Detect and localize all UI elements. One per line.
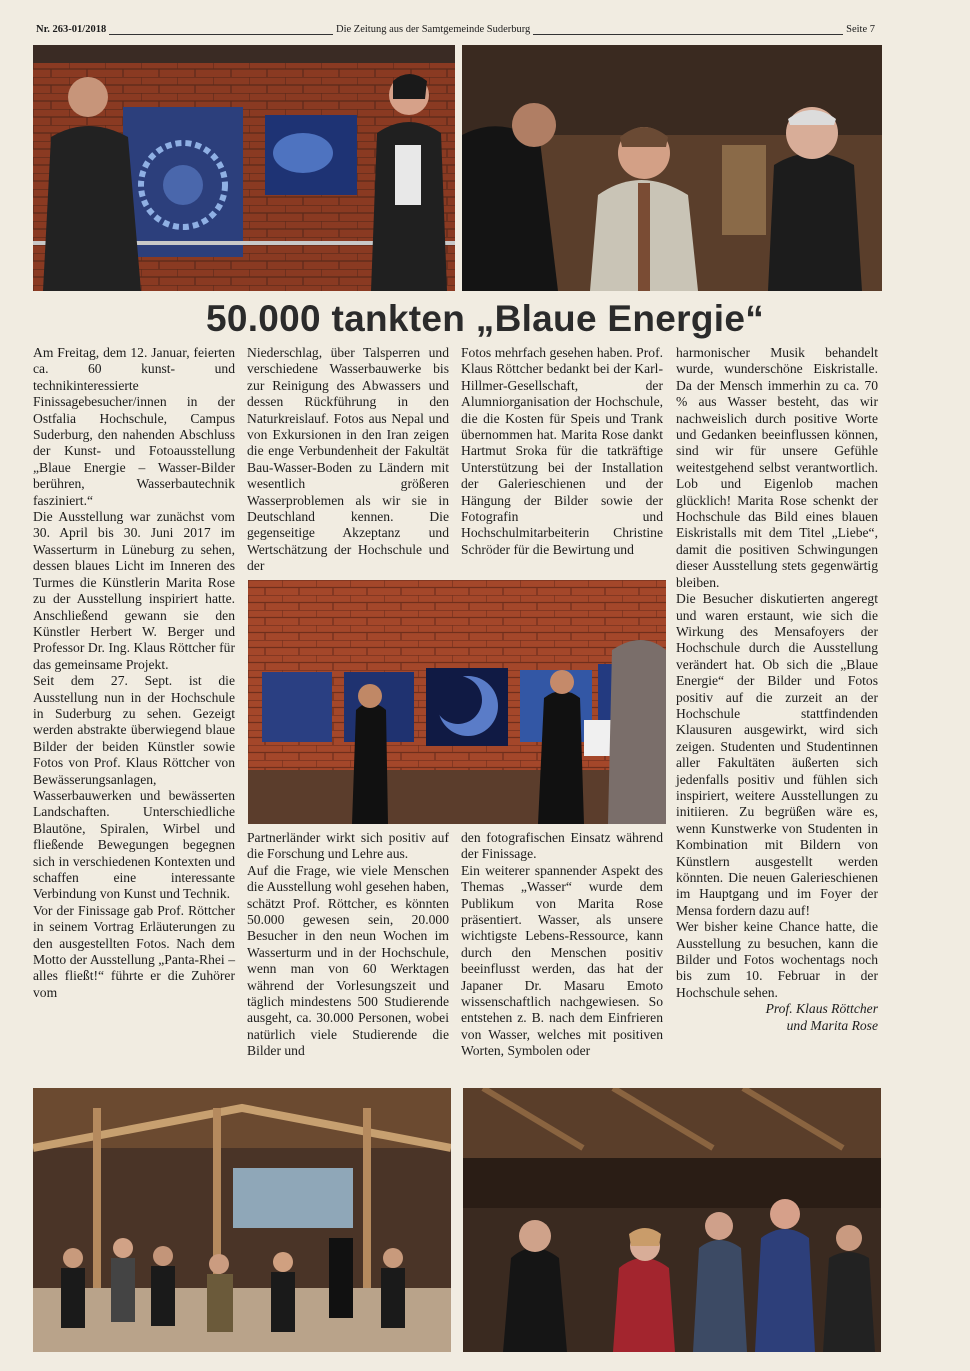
photo-top-left xyxy=(33,45,455,291)
issue-number: Nr. 263-01/2018 xyxy=(33,24,109,35)
paragraph: Fotos mehrfach gesehen haben. Prof. Klaus Röttcher bedankt bei der Karl-Hillmer-Gesellschaft, der Alumniorganisation der Hochschule, die die Kosten für Speis und Trank übernommen hat. Marita Rose dankt Hartmut Sroka für die tatkräftige Unterstützung bei der Installation der Galerieschienen und der Hängung der Bilder sowie der Fotografin und Hochschulmitarbeiterin Christine Schröder für die Bewirtung und xyxy=(461,345,663,557)
photo-middle-art xyxy=(248,580,666,824)
signature-line-2: und Marita Rose xyxy=(786,1017,878,1033)
paragraph: Wer bisher keine Chance hatte, die Ausstellung zu besuchen, kann die Bilder und Fotos wochentags noch bis zum 10. Februar in der Hochschule sehen. xyxy=(676,919,878,1000)
paragraph: Ein weiterer spannender Aspekt des Themas „Wasser“ wurde dem Publikum von Marita Rose präsentiert. Wasser, als unsere wichtigste Lebens-Ressource, kann durch den Menschen positiv beeinflusst werden, das hat der Japaner Dr. Masaru Emoto wissenschaftlich nachgewiesen. So entstehen z. B. nach dem Einfrieren von Wasser, welches mit positiven Worten, Symbolen oder xyxy=(461,862,663,1059)
photo-bottom-right-art xyxy=(463,1088,881,1352)
newspaper-name: Die Zeitung aus der Samtgemeinde Suderburg xyxy=(333,24,533,35)
photo-top-left-art xyxy=(33,45,455,291)
photo-bottom-left xyxy=(33,1088,451,1352)
paragraph: Seit dem 27. Sept. ist die Ausstellung nun in der Hochschule in Suderburg zu sehen. Gezeigt werden abstrakte überwiegend blaue Bilder der beiden Künstler sowie Fotos von Prof. Klaus Röttcher von Bewässerungsanlagen, Wasserbauwerken und bewässerten Landschaften. Unterschiedliche Blautöne, Spiralen, Wirbel und fließende Bewegungen begegnen sich in verschiedenen Kontexten und schaffen eine interessante Verbindung von Kunst und Technik. xyxy=(33,673,235,902)
photo-bottom-right xyxy=(463,1088,881,1352)
photo-middle xyxy=(248,580,666,824)
page-number: Seite 7 xyxy=(843,24,878,35)
paragraph: den fotografischen Einsatz während der Finissage. xyxy=(461,830,663,862)
photo-top-right xyxy=(462,45,882,291)
paragraph: Die Ausstellung war zunächst vom 30. April bis 30. Juni 2017 im Wasserturm in Lüneburg zu sehen, dessen blaues Licht im Inneren des Turmes die Künstlerin Marita Rose zu der Ausstellung inspiriert hatte. Anschließend gewann sie den Künstler Herbert W. Berger und Professor Dr. Ing. Klaus Röttcher für das gemeinsame Projekt. xyxy=(33,509,235,672)
paragraph: Niederschlag, über Talsperren und verschiedene Wasserbauwerke bis zur Reinigung des Abwassers und dessen Rückführung in den Naturkreislauf. Fotos aus Nepal und von Exkursionen in den Iran zeigen die enge Verbundenheit der Fakultät Bau-Wasser-Boden zu Ländern mit wesentlich größeren Wasserproblemen als wir sie in Deutschland kennen. Die gegenseitige Akzeptanz und Wertschätzung der Hochschule und der xyxy=(247,345,449,574)
article-column-4 xyxy=(676,345,878,1085)
paragraph: Die Besucher diskutierten angeregt und waren erstaunt, wie sich die Wirkung des Mensafoyers der Hochschule durch die Ausstellung verändert hat. Ob sich die „Blaue Energie“ der Bilder und Fotos positiv auf die zurzeit an der Hochschule stattfindenden Klausuren ausgewirkt, wird sich zeigen. Studenten und Studentinnen aller Fakultäten äußerten sich jedenfalls positiv und fühlen sich inspiriert, weitere Ausstellungen zu initiieren. Zu begrüßen wäre es, wenn Kunstwerke von Studenten in Kombination mit Bildern von Künstlern ausgestellt werden könnten. Die neuen Galerieschienen im Hauptgang und im Foyer der Mensa fordern dazu auf! xyxy=(676,591,878,918)
page-header xyxy=(33,24,878,40)
photo-bottom-left-art xyxy=(33,1088,451,1352)
article-column-3-top xyxy=(461,345,663,575)
paragraph: Auf die Frage, wie viele Menschen die Ausstellung wohl gesehen haben, schätzt Prof. Röttcher, es könnten 50.000 gewesen sein, 20.000 Besucher in den neun Wochen im Wasserturm und in der Hochschule, wenn man von 60 Werktagen während der Vorlesungszeit und täglich mindestens 500 Studierende ausgeht, ca. 30.000 Personen, wobei natürlich viele Studierende die Bilder und xyxy=(247,862,449,1059)
paragraph: harmonischer Musik behandelt wurde, wunderschöne Eiskristalle. Da der Mensch immerhin zu ca. 70 % aus Wasser besteht, das wir nachweislich durch positive Worte und Gedanken beeinflussen können, sind wir für unsere Gefühle weitestgehend selbst verantwortlich. Lob und Eigenlob machen glücklich! Marita Rose schenkt der Hochschule das Bild eines blauen Eiskristalls mit dem Titel „Liebe“, damit die positiven Schwingungen dieser Ausstellung stets gegenwärtig bleiben. xyxy=(676,345,878,590)
article-column-3-bottom xyxy=(461,830,663,1080)
paragraph: Vor der Finissage gab Prof. Röttcher in seinem Vortrag Erläuterungen zu den ausgestellten Fotos. Nach dem Motto der Ausstellung „Panta-Rhei – alles fließt!“ führte er die Zuhörer vom xyxy=(33,902,235,1000)
photo-top-right-art xyxy=(462,45,882,291)
article-column-2-top xyxy=(247,345,449,575)
signature-line-1: Prof. Klaus Röttcher xyxy=(765,1001,878,1017)
article-column-1 xyxy=(33,345,235,1079)
signature xyxy=(676,1001,878,1034)
article-title: 50.000 tankten „Blaue Energie“ xyxy=(205,298,765,339)
paragraph: Am Freitag, dem 12. Januar, feierten ca. 60 kunst- und technikinteressierte Finissagebesucher/innen in der Ostfalia Hochschule, Campus Suderburg, den nahenden Abschluss der Kunst- und Fotoausstellung „Blaue Energie – Wasser-Bilder berühren, Wasserbautechnik fasziniert.“ xyxy=(33,345,235,508)
paragraph: Partnerländer wirkt sich positiv auf die Forschung und Lehre aus. xyxy=(247,830,449,862)
article-column-2-bottom xyxy=(247,830,449,1080)
